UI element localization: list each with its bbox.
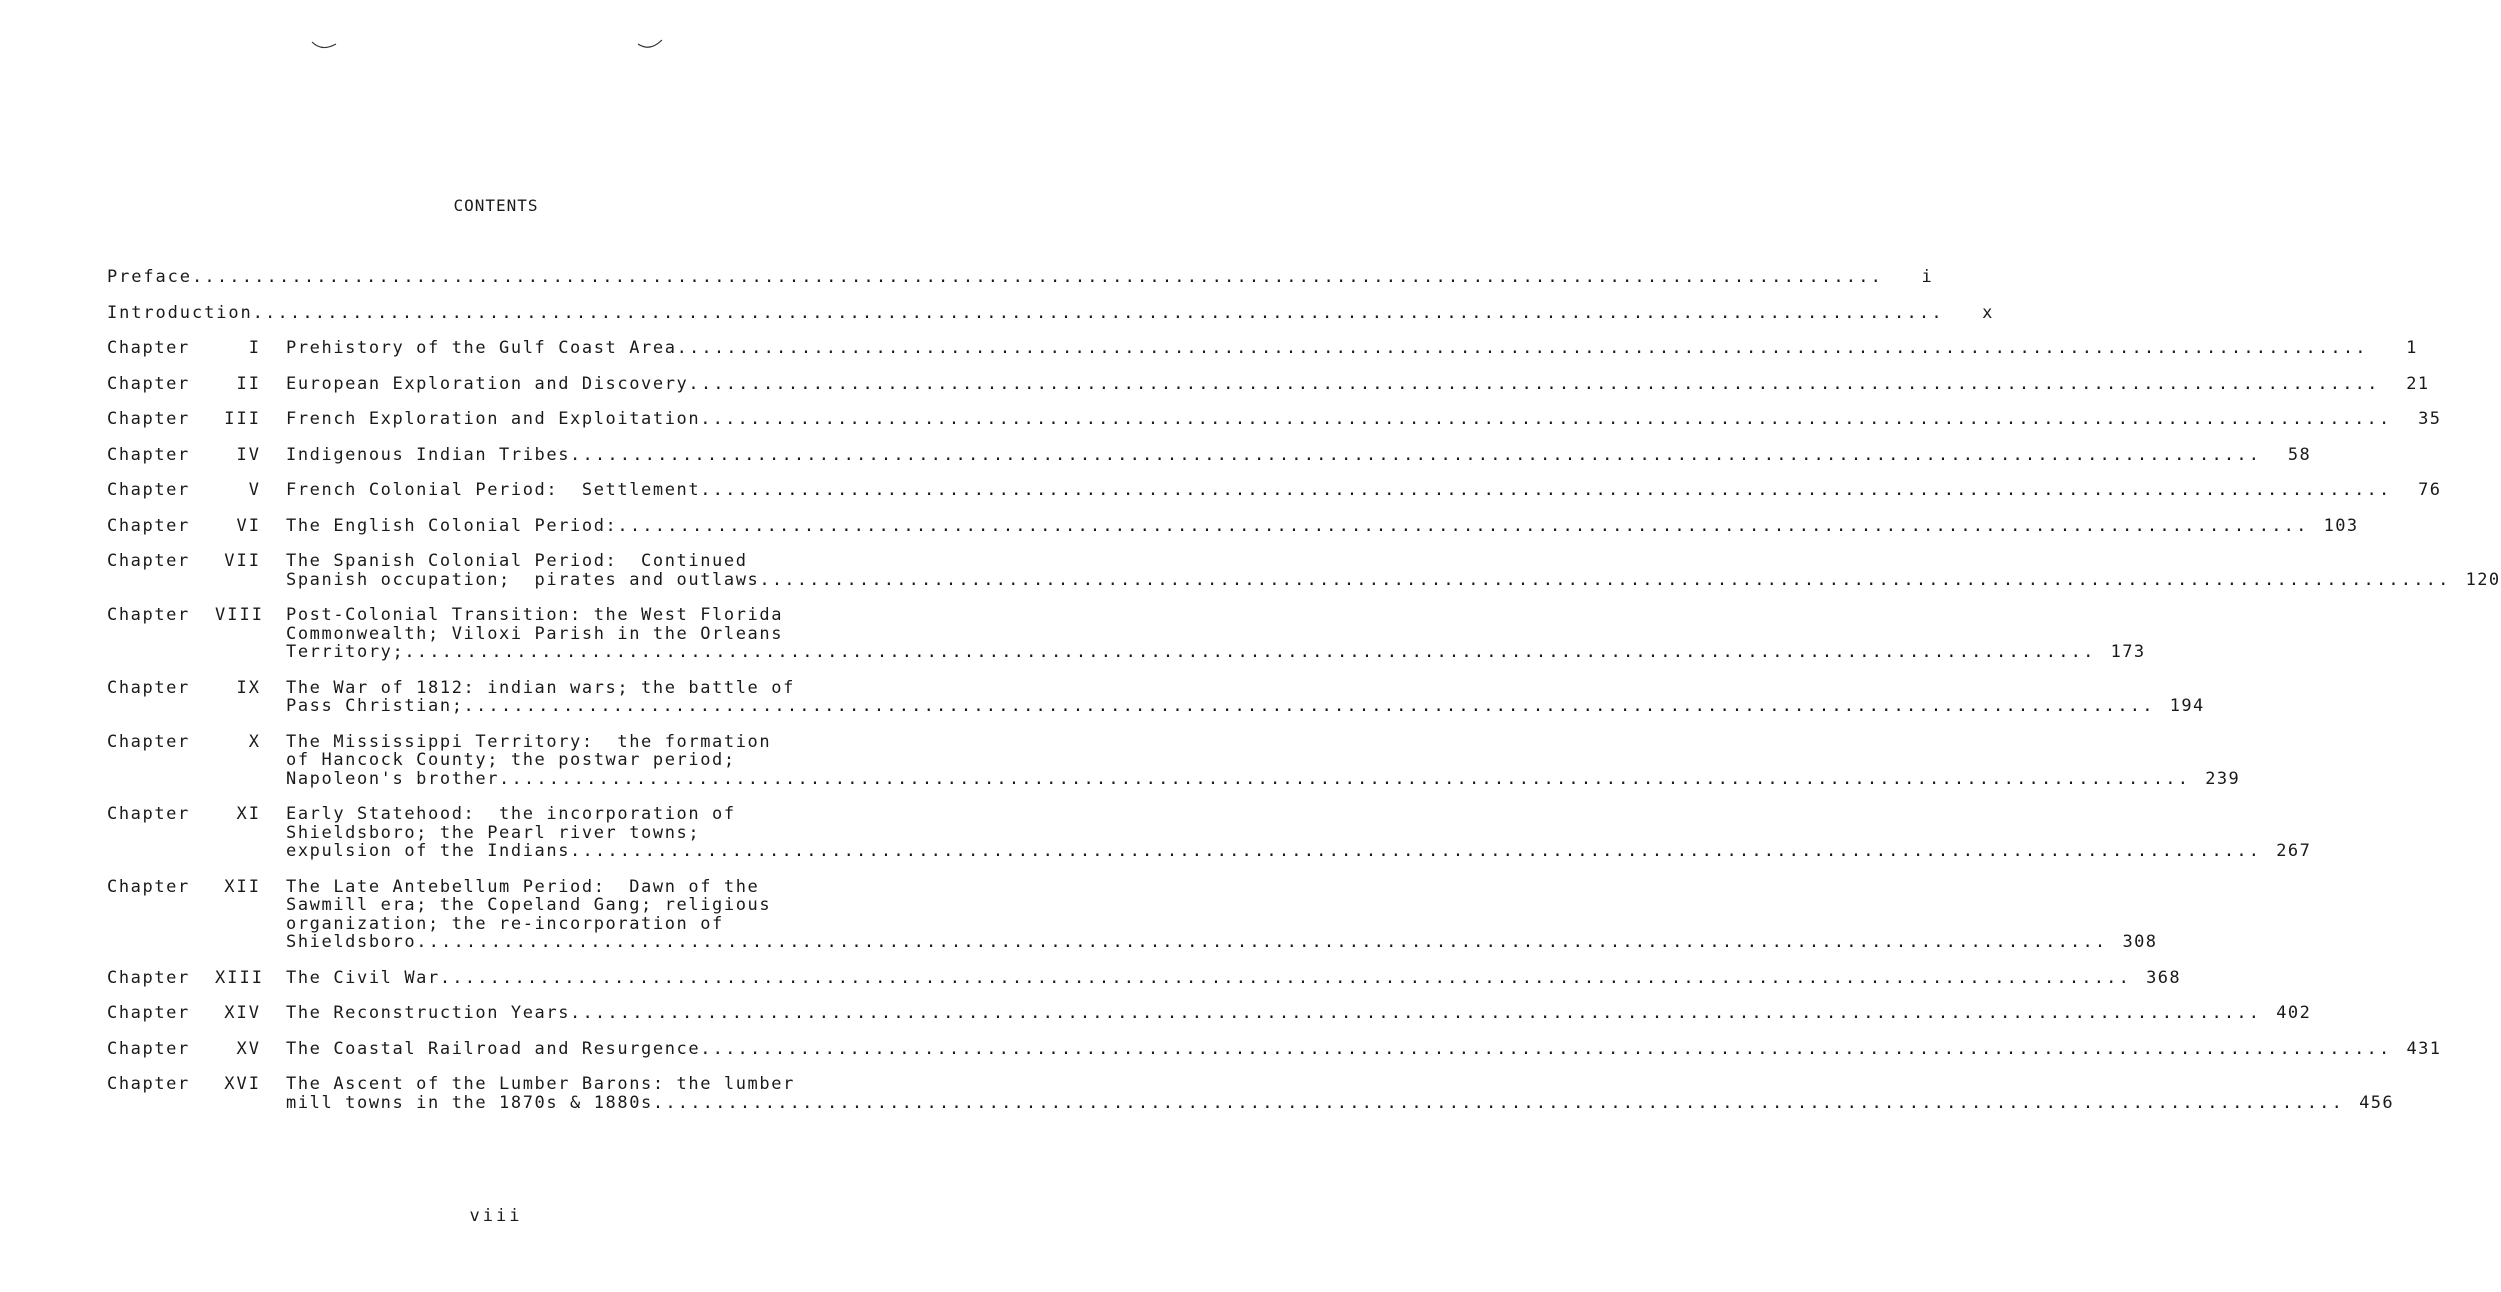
dot-leader [700, 410, 2391, 429]
toc-entry-chapter [107, 731, 2241, 789]
page-title: CONTENTS [453, 196, 539, 215]
dot-leader [192, 268, 1883, 287]
title-text: Spanish occupation; pirates and outlaws [286, 569, 760, 590]
title-text: The Coastal Railroad and Resurgence [286, 1038, 701, 1059]
entry-label: Introduction [107, 302, 253, 323]
chapter-title-line [286, 1094, 2394, 1113]
title-text: Pass Christian; [286, 696, 464, 716]
chapter-word: Chapter [107, 967, 190, 988]
chapter-title-line [286, 1075, 2394, 1094]
chapter-word: Chapter [107, 1038, 190, 1059]
chapter-title [286, 1075, 2394, 1112]
dot-leader [416, 933, 2107, 952]
title-text: The Civil War [286, 967, 440, 988]
page-ref: 308 [2122, 932, 2158, 952]
title-text: The Spanish Colonial Period: Continued [286, 551, 748, 571]
chapter-number: XII [224, 876, 261, 897]
toc-entry-chapter [107, 444, 2312, 465]
binding-mark-left [310, 38, 338, 52]
chapter-title-line [286, 517, 2359, 536]
toc-entry-chapter [107, 338, 2418, 358]
title-text: Post-Colonial Transition: the West Florida [286, 605, 784, 625]
chapter-word: Chapter [107, 480, 190, 500]
title-text: Shieldsboro [286, 932, 417, 952]
chapter-word: Chapter [107, 1074, 190, 1094]
chapter-title-line [286, 446, 2311, 465]
page-ref: 120 [2465, 569, 2501, 590]
title-text: Commonwealth; Viloxi Parish in the Orleans [286, 623, 784, 644]
page-ref: 76 [2418, 480, 2442, 500]
chapter-title-line [286, 697, 2205, 716]
chapter-word: Chapter [107, 804, 190, 824]
page-ref: 58 [2287, 444, 2312, 465]
page-ref: 21 [2406, 373, 2430, 394]
title-text: Sawmill era; the Copeland Gang; religious [286, 895, 772, 915]
chapter-number: X [248, 731, 261, 752]
chapter-title-line [286, 571, 2501, 590]
chapter-title-line [286, 375, 2430, 394]
entry-label: Preface [107, 267, 192, 287]
toc-entry-chapter [107, 1038, 2442, 1059]
chapter-title [286, 969, 2181, 988]
chapter-word: Chapter [107, 551, 190, 571]
chapter-number: III [224, 409, 261, 429]
title-text: The War of 1812: indian wars; the battle of [286, 677, 795, 698]
chapter-title-line [286, 552, 2501, 571]
chapter-title-line [286, 1004, 2311, 1023]
chapter-title-line [286, 824, 2311, 843]
chapter-word: Chapter [107, 373, 190, 394]
chapter-number: V [248, 480, 261, 500]
page-ref: 173 [2110, 642, 2146, 662]
title-text: The Mississippi Territory: the formation [286, 731, 772, 752]
page-ref: 267 [2276, 841, 2312, 861]
chapter-number: VII [224, 551, 261, 571]
dot-leader [700, 481, 2391, 500]
chapter-word: Chapter [107, 731, 190, 752]
chapter-word: Chapter [107, 605, 190, 625]
page-ref: 239 [2205, 768, 2241, 789]
chapter-word: Chapter [107, 409, 190, 429]
chapter-title-line [286, 481, 2441, 500]
page-ref: 368 [2146, 967, 2182, 988]
dot-leader [440, 969, 2131, 988]
chapter-title-line [286, 770, 2240, 789]
chapter-number: XIII [215, 967, 264, 988]
chapter-title-line [286, 969, 2181, 988]
chapter-number: IV [236, 444, 261, 465]
chapter-word: Chapter [107, 1003, 190, 1023]
dot-leader [688, 375, 2379, 394]
chapter-title-line [286, 878, 2157, 897]
chapter-title-line [286, 933, 2157, 952]
chapter-word: Chapter [107, 515, 190, 536]
chapter-word: Chapter [107, 876, 190, 897]
chapter-title [286, 1004, 2311, 1023]
chapter-title [286, 446, 2311, 465]
chapter-title-line [286, 679, 2205, 698]
title-text: Shieldsboro; the Pearl river towns; [286, 822, 701, 843]
dot-leader [499, 770, 2190, 789]
title-text: Indigenous Indian Tribes [286, 444, 571, 465]
title-text: The Ascent of the Lumber Barons: the lumber [286, 1074, 795, 1094]
page-ref: 431 [2406, 1038, 2442, 1059]
title-text: mill towns in the 1870s & 1880s [286, 1092, 653, 1113]
table-of-contents [107, 267, 2501, 1129]
toc-entry-chapter [107, 409, 2442, 429]
chapter-number: XV [236, 1038, 261, 1059]
chapter-title [286, 733, 2240, 789]
title-text: Prehistory of the Gulf Coast Area [286, 338, 677, 358]
title-text: The Reconstruction Years [286, 1003, 571, 1023]
title-text: Territory; [286, 642, 405, 662]
page-ref: 103 [2323, 515, 2359, 536]
chapter-title [286, 410, 2441, 429]
chapter-title-line [286, 733, 2240, 752]
chapter-number: XIV [224, 1003, 261, 1023]
chapter-title-line [286, 410, 2441, 429]
chapter-title-line [286, 1040, 2441, 1059]
chapter-title-line [286, 606, 2146, 625]
title-text: Early Statehood: the incorporation of [286, 804, 736, 824]
dot-leader [759, 571, 2450, 590]
toc-entry-chapter [107, 480, 2442, 500]
chapter-title-line [286, 339, 2418, 358]
toc-entry-chapter [107, 605, 2146, 662]
dot-leader [570, 842, 2261, 861]
chapter-title-line [286, 625, 2146, 644]
page-ref: i [1921, 267, 1934, 287]
title-text: of Hancock County; the postwar period; [286, 750, 736, 770]
toc-entry-chapter [107, 551, 2501, 590]
chapter-title [286, 517, 2359, 536]
toc-entry-front [107, 267, 1934, 287]
page-ref: x [1982, 302, 1994, 323]
chapter-title-line [286, 896, 2157, 915]
toc-entry-chapter [107, 1003, 2312, 1023]
chapter-title-line [286, 842, 2311, 861]
title-text: The English Colonial Period: [286, 515, 618, 536]
toc-entry-chapter [107, 515, 2359, 536]
chapter-title [286, 878, 2157, 952]
toc-entry-chapter [107, 804, 2312, 861]
toc-line [107, 267, 1934, 287]
title-text: French Colonial Period: Settlement [286, 480, 701, 500]
toc-entry-chapter [107, 373, 2430, 394]
chapter-word: Chapter [107, 444, 190, 465]
title-text: organization; the re-incorporation of [286, 913, 724, 934]
chapter-title [286, 375, 2430, 394]
dot-leader [404, 643, 2095, 662]
title-text: expulsion of the Indians [286, 841, 571, 861]
chapter-title-line [286, 643, 2146, 662]
dot-leader [570, 1004, 2261, 1023]
toc-entry-chapter [107, 1074, 2395, 1113]
chapter-word: Chapter [107, 677, 190, 698]
chapter-number: VI [236, 515, 261, 536]
dot-leader [617, 517, 2308, 536]
toc-entry-front [107, 302, 1994, 323]
page-ref: 402 [2276, 1003, 2312, 1023]
toc-entry-chapter [107, 876, 2158, 952]
chapter-title [286, 1040, 2441, 1059]
page-ref: 35 [2418, 409, 2442, 429]
dot-leader [653, 1094, 2344, 1113]
chapter-title-line [286, 915, 2157, 934]
chapter-title-line [286, 751, 2240, 770]
chapter-title [286, 805, 2311, 861]
dot-leader [253, 304, 1944, 323]
page-ref: 456 [2359, 1092, 2395, 1113]
chapter-title [286, 552, 2501, 589]
dot-leader [700, 1040, 2391, 1059]
dot-leader [677, 339, 2368, 358]
chapter-number: II [236, 373, 261, 394]
chapter-title [286, 339, 2418, 358]
chapter-title-line [286, 805, 2311, 824]
toc-entry-chapter [107, 967, 2182, 988]
chapter-number: I [248, 338, 261, 358]
title-text: Napoleon's brother [286, 768, 500, 789]
chapter-number: VIII [215, 605, 264, 625]
chapter-title [286, 481, 2441, 500]
title-text: The Late Antebellum Period: Dawn of the [286, 876, 760, 897]
chapter-number: XVI [224, 1074, 261, 1094]
chapter-title [286, 606, 2146, 662]
toc-entry-chapter [107, 677, 2205, 716]
title-text: European Exploration and Discovery [286, 373, 689, 394]
binding-mark-right [636, 38, 664, 52]
page-ref: 194 [2169, 696, 2205, 716]
dot-leader [464, 697, 2155, 716]
chapter-number: XI [236, 804, 261, 824]
chapter-number: IX [236, 677, 261, 698]
title-text: French Exploration and Exploitation [286, 409, 701, 429]
page-number: viii [469, 1206, 523, 1226]
dot-leader [570, 446, 2261, 465]
chapter-title [286, 679, 2205, 716]
toc-line [107, 302, 1994, 323]
page-ref: 1 [2406, 338, 2418, 358]
chapter-word: Chapter [107, 338, 190, 358]
